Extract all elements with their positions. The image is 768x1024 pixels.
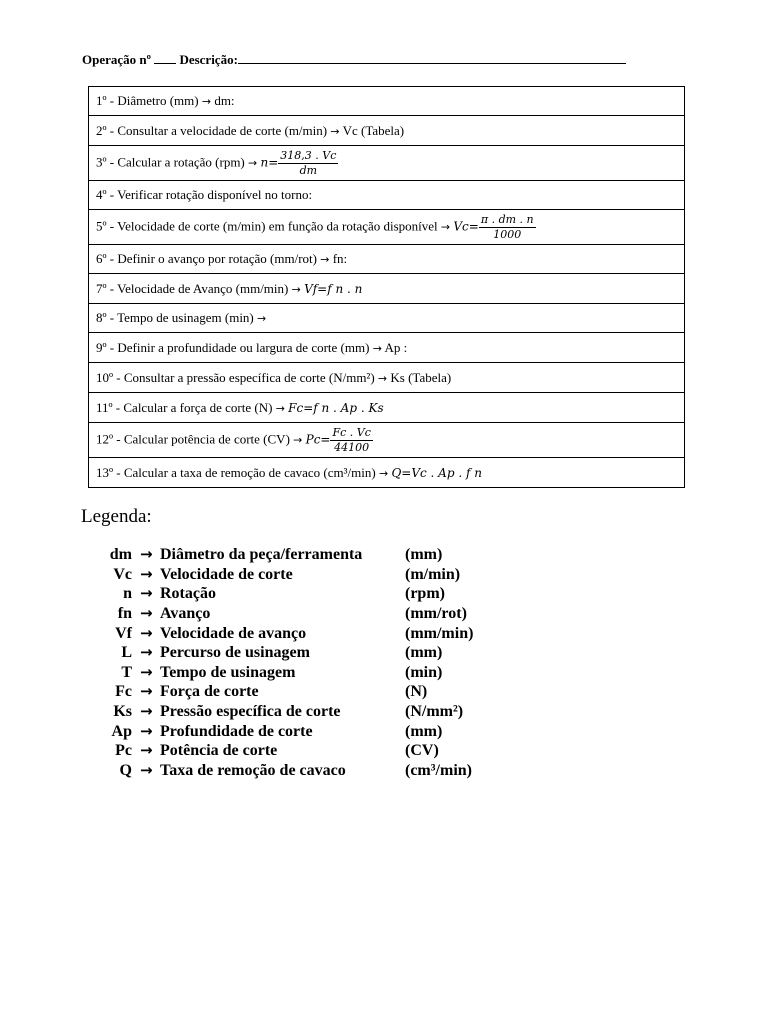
step-text: 13º - Calcular a taxa de remoção de cavaco (cm³/min) bbox=[96, 464, 376, 480]
legend-description: Taxa de remoção de cavaco bbox=[160, 761, 346, 779]
legend-row bbox=[96, 761, 473, 781]
step-cell bbox=[89, 116, 685, 146]
legend-symbol: dm bbox=[109, 546, 132, 564]
step-cell bbox=[89, 393, 685, 423]
step-result: Vc (Tabela) bbox=[342, 122, 405, 138]
legend-description: Força de corte bbox=[160, 683, 259, 701]
step-row bbox=[89, 245, 685, 274]
arrow-right-icon: → bbox=[320, 253, 330, 266]
step-row bbox=[89, 304, 685, 333]
step-text: 4º - Verificar rotação disponível no torno: bbox=[96, 187, 313, 202]
arrow-right-icon: → bbox=[140, 662, 153, 681]
legend-description: Tempo de usinagem bbox=[160, 663, 296, 681]
arrow-right-icon: → bbox=[440, 219, 451, 233]
step-text: 7º - Velocidade de Avanço (mm/min) bbox=[96, 280, 289, 296]
legend-table bbox=[96, 545, 473, 780]
legend-symbol: n bbox=[123, 585, 132, 603]
legend-row bbox=[96, 682, 473, 702]
step-row bbox=[89, 210, 685, 245]
arrow-right-icon: → bbox=[330, 124, 340, 138]
step-cell bbox=[89, 363, 685, 393]
step-text: 8º - Tempo de usinagem (min) bbox=[96, 310, 254, 325]
legend-description: Rotação bbox=[160, 585, 216, 603]
step-row bbox=[89, 181, 685, 210]
step-cell bbox=[89, 423, 685, 458]
fraction-denominator: 44100 bbox=[334, 440, 370, 454]
legend-description: Potência de corte bbox=[160, 742, 278, 760]
legend-unit: (CV) bbox=[405, 742, 439, 760]
formula-lhs: Pc= bbox=[305, 431, 331, 446]
legend-symbol: T bbox=[121, 663, 132, 681]
step-row bbox=[89, 146, 685, 181]
step-result: fn: bbox=[332, 251, 348, 266]
arrow-right-icon: → bbox=[377, 371, 388, 385]
fraction-numerator: 318,3 . Vc bbox=[280, 148, 337, 162]
fraction-numerator: π . dm . n bbox=[480, 212, 534, 226]
arrow-right-icon: → bbox=[140, 682, 153, 701]
header-line bbox=[82, 52, 654, 68]
arrow-right-icon: → bbox=[378, 466, 389, 480]
step-cell bbox=[89, 458, 685, 488]
legend-description: Diâmetro da peça/ferramenta bbox=[160, 546, 363, 564]
legend-symbol: Vf bbox=[115, 624, 132, 642]
step-result: Ap : bbox=[384, 339, 408, 355]
step-cell bbox=[89, 304, 685, 333]
step-formula: Q=Vc . Ap . f n bbox=[391, 465, 482, 480]
arrow-right-icon: → bbox=[140, 604, 153, 623]
arrow-right-icon: → bbox=[140, 564, 153, 583]
step-result: Ks (Tabela) bbox=[390, 369, 452, 385]
legend-unit: (mm/min) bbox=[405, 624, 474, 642]
legend-symbol: Fc bbox=[115, 683, 132, 701]
legend-symbol: fn bbox=[117, 605, 132, 623]
legend-unit: (mm/rot) bbox=[405, 605, 467, 623]
legend-row bbox=[96, 702, 473, 722]
arrow-right-icon: → bbox=[140, 584, 153, 603]
formula-fraction bbox=[330, 426, 372, 455]
arrow-right-icon: → bbox=[275, 401, 285, 415]
legend-symbol: Ks bbox=[113, 703, 132, 721]
step-formula: Fc=f n . Ap . Ks bbox=[288, 400, 384, 415]
arrow-right-icon: → bbox=[140, 741, 153, 760]
legend-row bbox=[96, 623, 473, 643]
legend-row bbox=[96, 721, 473, 741]
legend-row bbox=[96, 663, 473, 683]
arrow-right-icon: → bbox=[140, 643, 153, 662]
legend-description: Percurso de usinagem bbox=[160, 644, 310, 662]
legend-row bbox=[96, 545, 473, 565]
legend-symbol: L bbox=[121, 644, 132, 662]
arrow-right-icon: → bbox=[140, 721, 153, 740]
legend-symbol: Pc bbox=[115, 742, 132, 760]
steps-table bbox=[88, 86, 685, 488]
legend-symbol: Q bbox=[119, 761, 132, 779]
arrow-right-icon: → bbox=[291, 282, 301, 296]
step-text: 12º - Calcular potência de corte (CV) bbox=[96, 430, 290, 446]
legend-unit: (N) bbox=[405, 683, 428, 701]
step-text: 11º - Calcular a força de corte (N) bbox=[96, 399, 273, 415]
descricao-label: Descrição: bbox=[179, 52, 238, 67]
step-row bbox=[89, 87, 685, 116]
descricao-blank bbox=[238, 62, 626, 64]
arrow-right-icon: → bbox=[140, 545, 153, 564]
fraction-denominator: 1000 bbox=[493, 227, 522, 241]
legend-unit: (N/mm²) bbox=[405, 703, 464, 721]
arrow-right-icon: → bbox=[201, 95, 212, 108]
step-row bbox=[89, 333, 685, 363]
legend-description: Pressão específica de corte bbox=[160, 703, 341, 721]
fraction-denominator: dm bbox=[299, 163, 318, 177]
legend-description: Avanço bbox=[160, 605, 211, 623]
legend-unit: (mm) bbox=[405, 546, 443, 564]
legend-row bbox=[96, 584, 473, 604]
legend-title: Legenda: bbox=[81, 506, 152, 527]
arrow-right-icon: → bbox=[257, 312, 267, 325]
legend-description: Velocidade de corte bbox=[160, 565, 293, 583]
legend-unit: (rpm) bbox=[405, 585, 445, 603]
legend-unit: (mm) bbox=[405, 644, 443, 662]
legend-unit: (mm) bbox=[405, 722, 443, 740]
step-row bbox=[89, 274, 685, 304]
step-cell bbox=[89, 245, 685, 274]
legend-row bbox=[96, 604, 473, 624]
arrow-right-icon: → bbox=[140, 760, 153, 779]
formula-lhs: Vc= bbox=[453, 218, 479, 233]
step-text: 9º - Definir a profundidade ou largura de corte (mm) bbox=[96, 339, 370, 355]
arrow-right-icon: → bbox=[372, 341, 382, 355]
formula-lhs: n= bbox=[260, 154, 279, 169]
step-row bbox=[89, 423, 685, 458]
step-cell bbox=[89, 181, 685, 210]
step-row bbox=[89, 116, 685, 146]
legend-description: Profundidade de corte bbox=[160, 722, 313, 740]
step-text: 5º - Velocidade de corte (m/min) em função da rotação disponível bbox=[96, 217, 438, 233]
step-row bbox=[89, 393, 685, 423]
step-text: 3º - Calcular a rotação (rpm) bbox=[96, 153, 245, 169]
legend-row bbox=[96, 565, 473, 585]
formula-fraction bbox=[479, 213, 536, 242]
step-cell bbox=[89, 333, 685, 363]
operacao-blank bbox=[154, 62, 176, 64]
legend-unit: (cm³/min) bbox=[405, 761, 472, 779]
step-text: 10º - Consultar a pressão específica de corte (N/mm²) bbox=[96, 369, 375, 385]
legend-row bbox=[96, 643, 473, 663]
legend-symbol: Ap bbox=[111, 722, 132, 740]
step-cell bbox=[89, 274, 685, 304]
legend-unit: (min) bbox=[405, 663, 443, 681]
legend-description: Velocidade de avanço bbox=[160, 624, 307, 642]
arrow-right-icon: → bbox=[140, 702, 153, 721]
arrow-right-icon: → bbox=[248, 155, 258, 169]
step-text: 2º - Consultar a velocidade de corte (m/min) bbox=[96, 122, 328, 138]
step-result: dm: bbox=[214, 93, 235, 108]
arrow-right-icon: → bbox=[293, 432, 303, 446]
fraction-numerator: Fc . Vc bbox=[332, 425, 371, 439]
legend-unit: (m/min) bbox=[405, 565, 461, 583]
step-row bbox=[89, 458, 685, 488]
step-cell bbox=[89, 210, 685, 245]
legend-symbol: Vc bbox=[113, 565, 132, 583]
step-text: 6º - Definir o avanço por rotação (mm/rot) bbox=[96, 251, 317, 266]
formula-fraction bbox=[278, 149, 338, 178]
operacao-label: Operação nº bbox=[82, 52, 151, 67]
step-row bbox=[89, 363, 685, 393]
legend-row bbox=[96, 741, 473, 761]
step-cell bbox=[89, 87, 685, 116]
step-text: 1º - Diâmetro (mm) bbox=[96, 93, 199, 108]
arrow-right-icon: → bbox=[140, 623, 153, 642]
step-cell bbox=[89, 146, 685, 181]
step-formula: Vf=f n . n bbox=[304, 281, 363, 296]
